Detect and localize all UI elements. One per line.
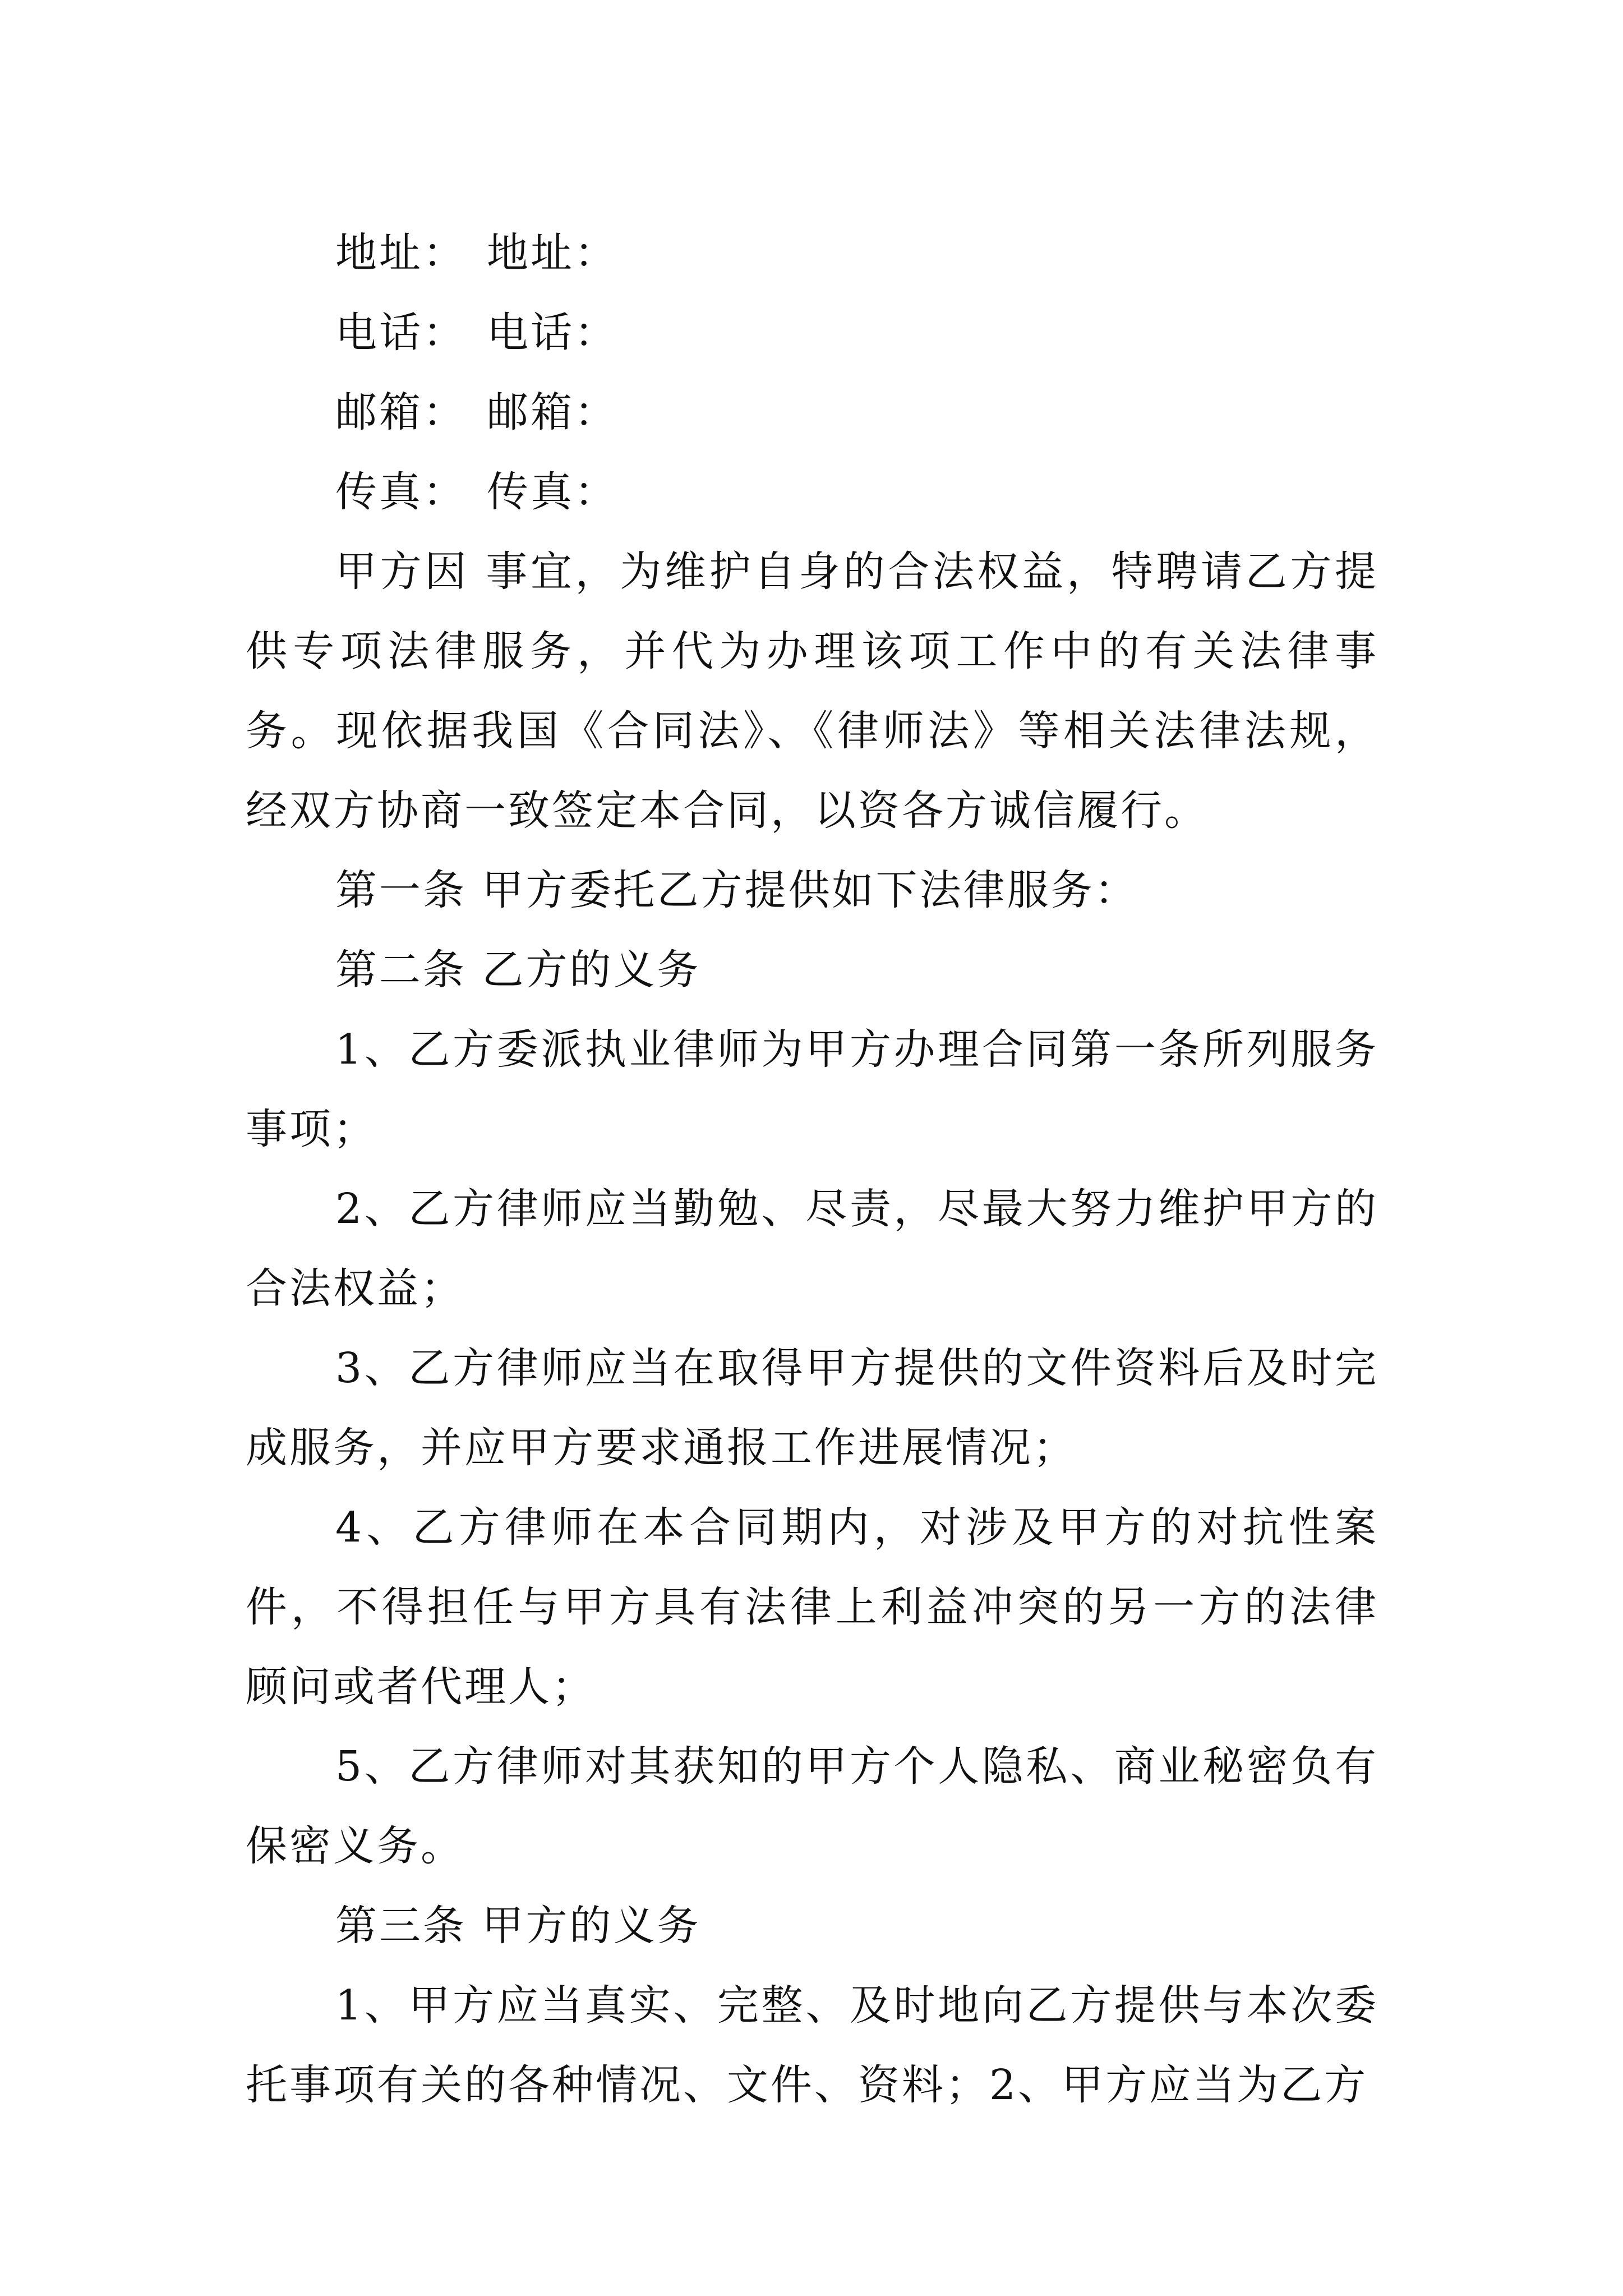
article-2-item-1: 1、乙方委派执业律师为甲方办理合同第一条所列服务事项； [246,1025,1378,1153]
article-2-heading: 第二条 乙方的义务 [335,946,701,994]
article-3-items: 1、甲方应当真实、完整、及时地向乙方提供与本次委托事项有关的各种情况、文件、资料；2、甲方应当为乙方 [246,1981,1378,2109]
address-label: 地址： [335,229,467,277]
address-field [246,213,1378,293]
preamble-paragraph: 甲方因 事宜，为维护自身的合法权益，特聘请乙方提供专项法律服务，并代为办理该项工作中的有关法律事务。现依据我国《合同法》、《律师法》等相关法律法规，经双方协商一致签定本合同，以资各方诚信履行。 [246,547,1378,835]
article-2-item-2: 2、乙方律师应当勤勉、尽责，尽最大努力维护甲方的合法权益； [246,1185,1378,1313]
fax-field [246,452,1378,532]
article-1-heading: 第一条 甲方委托乙方提供如下法律服务： [335,866,1138,914]
phone-field [246,293,1378,372]
phone-value: 电话： [487,309,618,357]
phone-label: 电话： [335,309,467,357]
fax-value: 传真： [487,468,618,516]
email-value: 邮箱： [487,388,618,436]
article-3-heading: 第三条 甲方的义务 [335,1902,701,1950]
email-field [246,372,1378,452]
article-2-item-4: 4、乙方律师在本合同期内，对涉及甲方的对抗性案件，不得担任与甲方具有法律上利益冲突的另一方的法律顾问或者代理人； [246,1503,1378,1711]
contract-body [246,213,1378,2125]
fax-label: 传真： [335,468,467,516]
article-2-item-5: 5、乙方律师对其获知的甲方个人隐私、商业秘密负有保密义务。 [246,1742,1378,1870]
address-value: 地址： [487,229,618,277]
article-2-item-3: 3、乙方律师应当在取得甲方提供的文件资料后及时完成服务，并应甲方要求通报工作进展情况； [246,1344,1378,1472]
email-label: 邮箱： [335,388,467,436]
